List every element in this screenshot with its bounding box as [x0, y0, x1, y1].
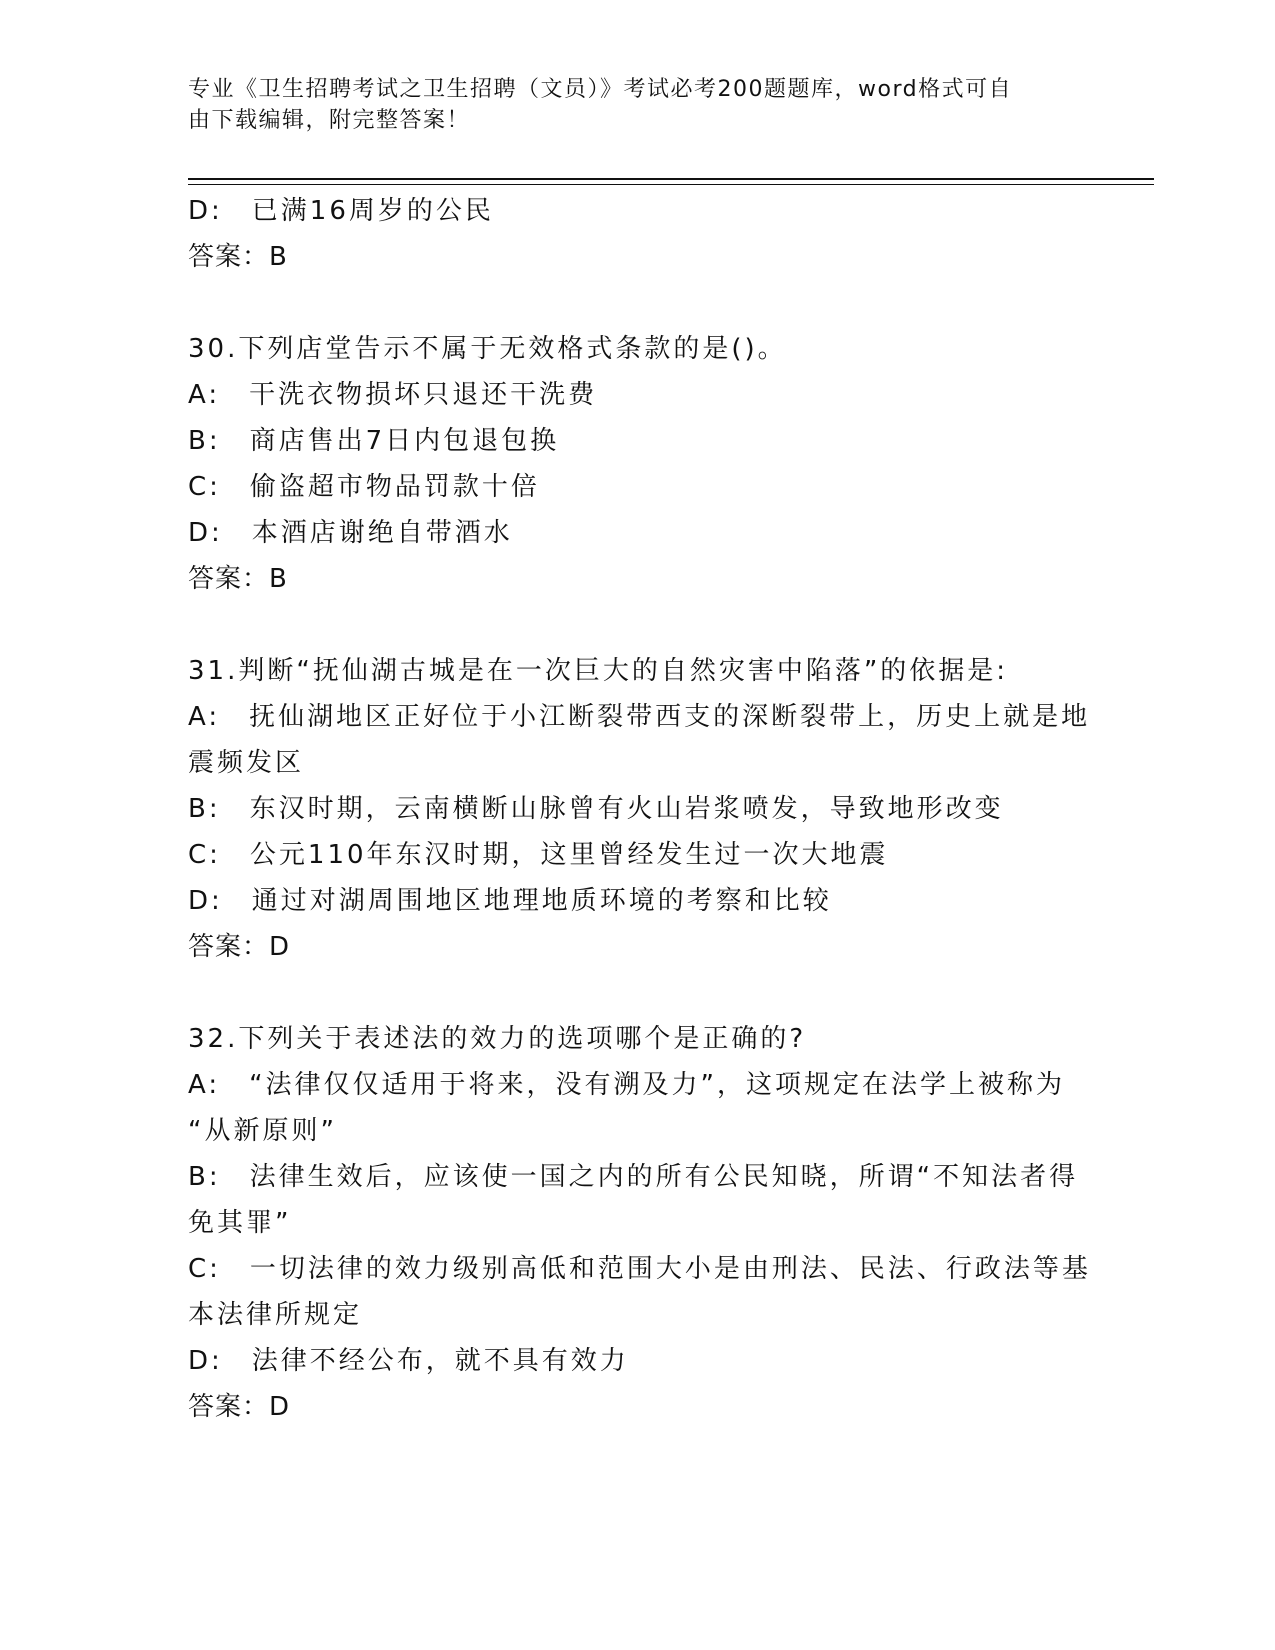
q32-option-c-line1: C: 一切法律的效力级别高低和范围大小是由刑法、民法、行政法等基 [188, 1254, 1091, 1284]
header-divider-thick [188, 178, 1154, 180]
q31-option-b: B: 东汉时期，云南横断山脉曾有火山岩浆喷发，导致地形改变 [188, 794, 1004, 824]
q32-option-b-line2: 免其罪” [188, 1208, 292, 1238]
header-line-1: 专业《卫生招聘考试之卫生招聘（文员）》考试必考200题题库，word格式可自 [188, 77, 1013, 102]
q31-option-a-line2: 震频发区 [188, 748, 305, 778]
q32-option-b-line1: B: 法律生效后，应该使一国之内的所有公民知晓，所谓“不知法者得 [188, 1162, 1079, 1192]
q30-option-d: D: 本酒店谢绝自带酒水 [188, 518, 513, 548]
q32-question: 32.下列关于表述法的效力的选项哪个是正确的? [188, 1024, 807, 1054]
q32-answer: 答案：D [188, 1392, 291, 1422]
q31-question: 31.判断“抚仙湖古城是在一次巨大的自然灾害中陷落”的依据是: [188, 656, 1009, 686]
q31-option-a-line1: A: 抚仙湖地区正好位于小江断裂带西支的深断裂带上，历史上就是地 [188, 702, 1091, 732]
q30-option-c: C: 偷盗超市物品罚款十倍 [188, 472, 540, 502]
q30-question: 30.下列店堂告示不属于无效格式条款的是()。 [188, 334, 787, 364]
spacer [188, 970, 1088, 1016]
spacer [188, 280, 1088, 326]
q32-option-a-line2: “从新原则” [188, 1116, 337, 1146]
q31-answer: 答案：D [188, 932, 291, 962]
q31-option-d: D: 通过对湖周围地区地理地质环境的考察和比较 [188, 886, 832, 916]
question-content [188, 188, 1091, 1430]
q30-option-b: B: 商店售出7日内包退包换 [188, 426, 560, 456]
document-header [188, 74, 1068, 136]
q32-option-c-line2: 本法律所规定 [188, 1300, 363, 1330]
q32-option-d: D: 法律不经公布，就不具有效力 [188, 1346, 629, 1376]
header-divider-thin [188, 184, 1154, 185]
prev-option-d: D: 已满16周岁的公民 [188, 196, 494, 226]
q30-answer: 答案：B [188, 564, 288, 594]
q31-option-c: C: 公元110年东汉时期，这里曾经发生过一次大地震 [188, 840, 889, 870]
q30-option-a: A: 干洗衣物损坏只退还干洗费 [188, 380, 598, 410]
q32-option-a-line1: A: “法律仅仅适用于将来，没有溯及力”，这项规定在法学上被称为 [188, 1070, 1066, 1100]
header-line-2: 由下载编辑，附完整答案！ [188, 108, 471, 133]
prev-answer: 答案：B [188, 242, 288, 272]
spacer [188, 602, 1088, 648]
